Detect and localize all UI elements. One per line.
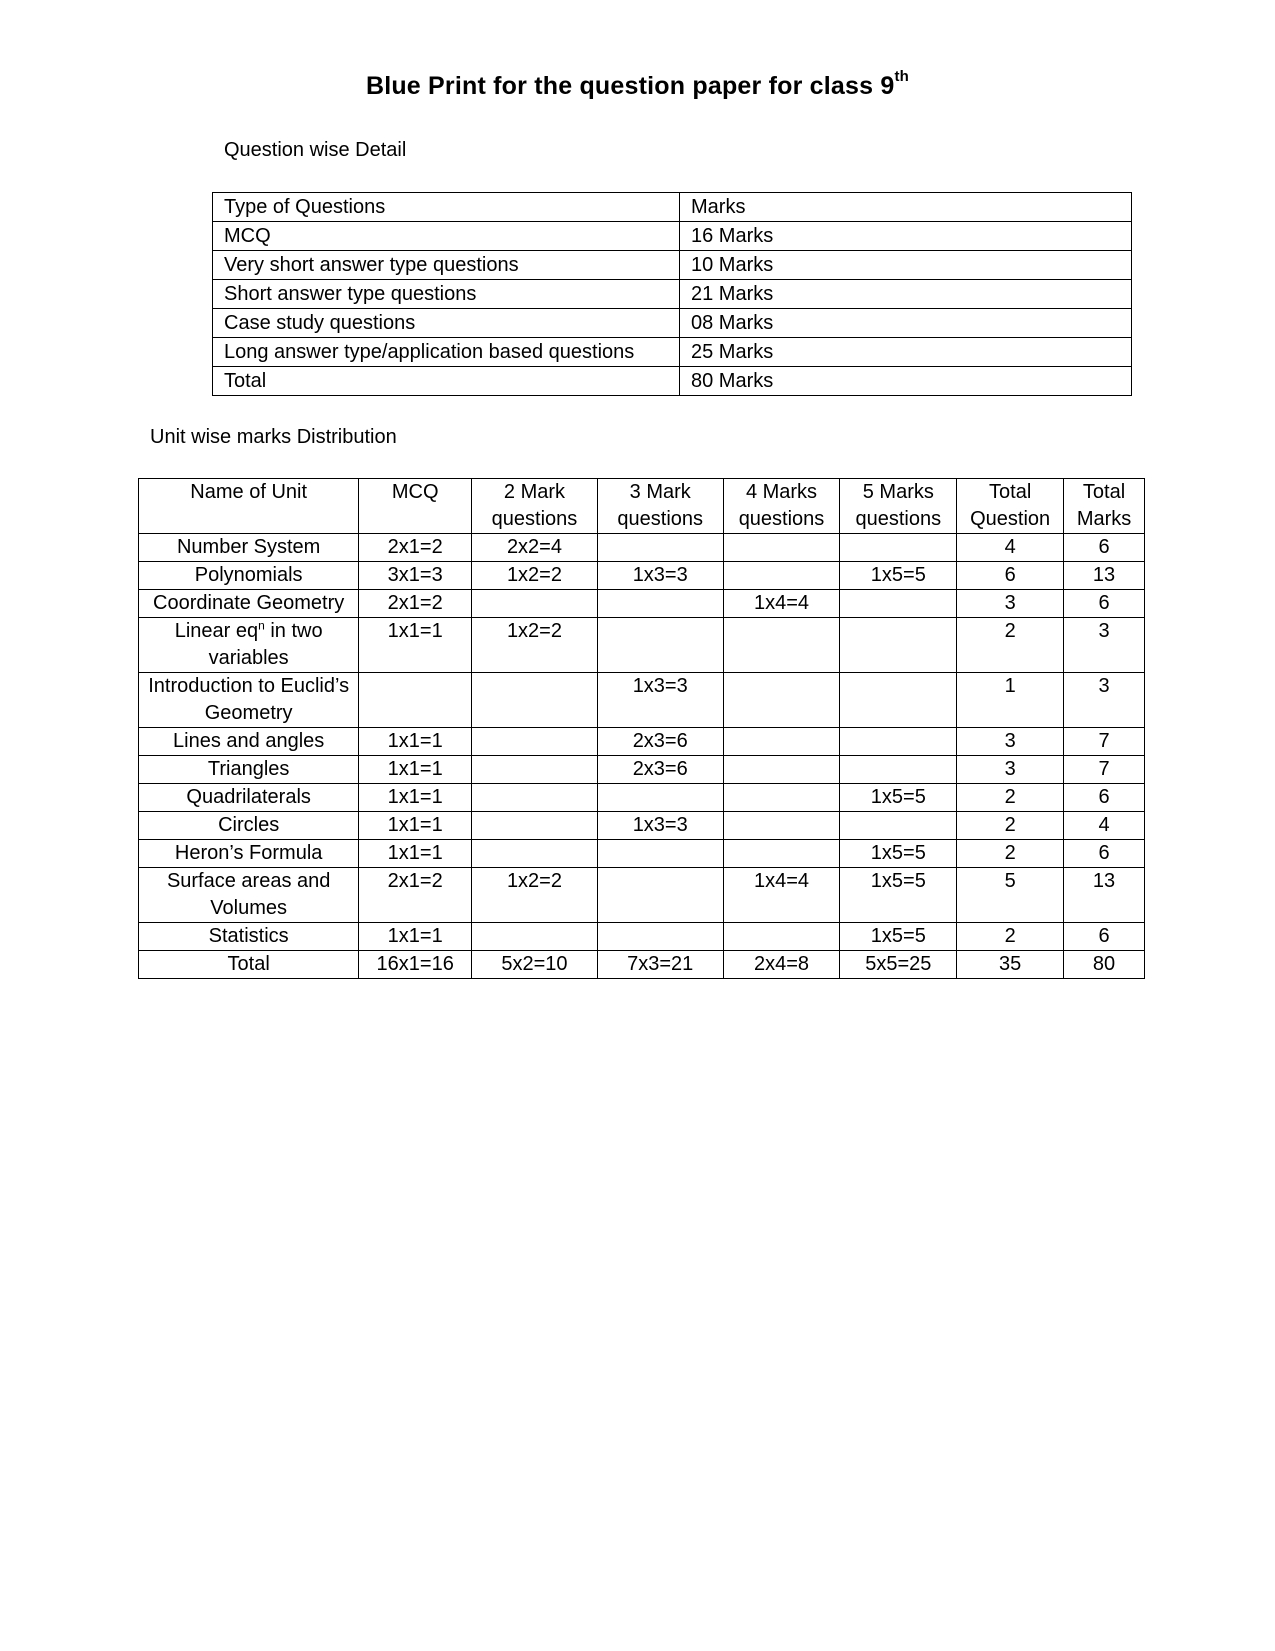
unit-name-cell: Statistics xyxy=(139,923,359,951)
total-marks-cell: 7 xyxy=(1064,728,1145,756)
table-row xyxy=(213,251,1132,280)
three-mark-cell xyxy=(597,784,723,812)
unit-name-linear-eq: Linear eq xyxy=(174,620,259,642)
question-type-cell: Short answer type questions xyxy=(213,280,680,309)
table-row xyxy=(213,338,1132,367)
three-mark-cell xyxy=(597,618,723,673)
total-question-cell: 4 xyxy=(957,534,1064,562)
five-mark-cell xyxy=(840,728,957,756)
question-marks-cell: 25 Marks xyxy=(680,338,1132,367)
unit-wise-table xyxy=(138,478,1145,979)
total-question-cell: 3 xyxy=(957,728,1064,756)
total-question-cell: 2 xyxy=(957,840,1064,868)
four-mark-cell xyxy=(723,756,840,784)
three-mark-cell: 1x3=3 xyxy=(597,812,723,840)
question-marks-cell: 80 Marks xyxy=(680,367,1132,396)
table-row xyxy=(139,534,1145,562)
three-mark-cell: 1x3=3 xyxy=(597,562,723,590)
total-marks-cell: 7 xyxy=(1064,756,1145,784)
header-5-marks: 5 Marks questions xyxy=(840,479,957,534)
table-row xyxy=(139,756,1145,784)
two-mark-cell xyxy=(472,590,598,618)
four-mark-cell xyxy=(723,562,840,590)
table-header-row xyxy=(139,479,1145,534)
four-mark-cell xyxy=(723,923,840,951)
table-row xyxy=(213,367,1132,396)
three-mark-cell: 2x3=6 xyxy=(597,756,723,784)
unit-name-cell: Circles xyxy=(139,812,359,840)
two-mark-cell xyxy=(472,840,598,868)
header-name-of-unit: Name of Unit xyxy=(139,479,359,534)
four-mark-cell xyxy=(723,728,840,756)
unit-name-cell: Lines and angles xyxy=(139,728,359,756)
page-title-text: Blue Print for the question paper for class 9 xyxy=(365,72,895,100)
four-mark-cell xyxy=(723,840,840,868)
five-mark-cell: 1x5=5 xyxy=(840,923,957,951)
five-mark-cell xyxy=(840,618,957,673)
header-3-mark: 3 Mark questions xyxy=(597,479,723,534)
unit-name-cell: Heron’s Formula xyxy=(139,840,359,868)
question-type-cell: Total xyxy=(213,367,680,396)
three-mark-cell xyxy=(597,923,723,951)
page-title-superscript: th xyxy=(894,67,910,85)
total-question-cell: 2 xyxy=(957,923,1064,951)
two-mark-cell xyxy=(472,923,598,951)
header-marks: Marks xyxy=(680,193,1132,222)
unit-name-cell: Quadrilaterals xyxy=(139,784,359,812)
mcq-cell: 2x1=2 xyxy=(359,534,472,562)
total-marks-cell: 6 xyxy=(1064,923,1145,951)
total-question-cell: 2 xyxy=(957,784,1064,812)
unit-name-cell: Triangles xyxy=(139,756,359,784)
total-marks-cell: 6 xyxy=(1064,784,1145,812)
question-type-cell: Case study questions xyxy=(213,309,680,338)
total-question-cell: 2 xyxy=(957,812,1064,840)
total-marks-cell: 6 xyxy=(1064,590,1145,618)
mcq-cell: 1x1=1 xyxy=(359,756,472,784)
total-question-cell: 5 xyxy=(957,868,1064,923)
total-question-cell: 1 xyxy=(957,673,1064,728)
total-question-cell: 6 xyxy=(957,562,1064,590)
mcq-cell: 1x1=1 xyxy=(359,840,472,868)
four-mark-cell: 2x4=8 xyxy=(723,951,840,979)
header-type-of-questions: Type of Questions xyxy=(213,193,680,222)
header-total-question: Total Question xyxy=(957,479,1064,534)
unit-name-superscript: n xyxy=(258,618,265,633)
unit-name-cell: Introduction to Euclid’s Geometry xyxy=(139,673,359,728)
question-marks-cell: 10 Marks xyxy=(680,251,1132,280)
mcq-cell: 1x1=1 xyxy=(359,784,472,812)
total-question-cell: 3 xyxy=(957,756,1064,784)
four-mark-cell xyxy=(723,673,840,728)
question-wise-table xyxy=(212,192,1132,396)
two-mark-cell: 1x2=2 xyxy=(472,562,598,590)
two-mark-cell: 1x2=2 xyxy=(472,618,598,673)
four-mark-cell xyxy=(723,534,840,562)
table-row xyxy=(139,840,1145,868)
five-mark-cell xyxy=(840,534,957,562)
mcq-cell: 16x1=16 xyxy=(359,951,472,979)
two-mark-cell: 1x2=2 xyxy=(472,868,598,923)
unit-wise-heading: Unit wise marks Distribution xyxy=(150,426,397,448)
two-mark-cell xyxy=(472,812,598,840)
unit-name-cell: Polynomials xyxy=(139,562,359,590)
table-total-row xyxy=(139,951,1145,979)
five-mark-cell: 1x5=5 xyxy=(840,562,957,590)
table-row xyxy=(139,728,1145,756)
table-row xyxy=(139,618,1145,673)
header-total-marks: Total Marks xyxy=(1064,479,1145,534)
mcq-cell: 3x1=3 xyxy=(359,562,472,590)
table-row xyxy=(139,562,1145,590)
unit-name-cell: Surface areas and Volumes xyxy=(139,868,359,923)
total-marks-cell: 3 xyxy=(1064,673,1145,728)
header-4-marks: 4 Marks questions xyxy=(723,479,840,534)
table-row xyxy=(213,280,1132,309)
five-mark-cell: 1x5=5 xyxy=(840,868,957,923)
two-mark-cell xyxy=(472,756,598,784)
total-question-cell: 2 xyxy=(957,618,1064,673)
question-type-cell: MCQ xyxy=(213,222,680,251)
table-row xyxy=(139,590,1145,618)
total-marks-cell: 13 xyxy=(1064,562,1145,590)
unit-name-cell: Coordinate Geometry xyxy=(139,590,359,618)
mcq-cell: 2x1=2 xyxy=(359,590,472,618)
five-mark-cell xyxy=(840,756,957,784)
total-marks-cell: 4 xyxy=(1064,812,1145,840)
unit-name-cell: Number System xyxy=(139,534,359,562)
three-mark-cell: 2x3=6 xyxy=(597,728,723,756)
table-row xyxy=(139,868,1145,923)
two-mark-cell xyxy=(472,728,598,756)
question-wise-heading: Question wise Detail xyxy=(224,139,407,161)
mcq-cell: 2x1=2 xyxy=(359,868,472,923)
three-mark-cell: 1x3=3 xyxy=(597,673,723,728)
total-question-cell: 3 xyxy=(957,590,1064,618)
four-mark-cell xyxy=(723,784,840,812)
total-marks-cell: 6 xyxy=(1064,840,1145,868)
unit-name-linear-rest: in two variables xyxy=(208,620,323,669)
five-mark-cell: 1x5=5 xyxy=(840,840,957,868)
question-marks-cell: 21 Marks xyxy=(680,280,1132,309)
table-row xyxy=(139,923,1145,951)
mcq-cell: 1x1=1 xyxy=(359,812,472,840)
three-mark-cell xyxy=(597,534,723,562)
five-mark-cell: 1x5=5 xyxy=(840,784,957,812)
total-marks-cell: 6 xyxy=(1064,534,1145,562)
question-type-cell: Long answer type/application based questions xyxy=(213,338,680,367)
five-mark-cell xyxy=(840,812,957,840)
page-title xyxy=(0,67,1275,101)
two-mark-cell xyxy=(472,673,598,728)
mcq-cell xyxy=(359,673,472,728)
question-type-cell: Very short answer type questions xyxy=(213,251,680,280)
total-marks-cell: 3 xyxy=(1064,618,1145,673)
question-marks-cell: 16 Marks xyxy=(680,222,1132,251)
four-mark-cell xyxy=(723,812,840,840)
unit-name-cell xyxy=(139,618,359,673)
table-row xyxy=(213,222,1132,251)
total-marks-cell: 13 xyxy=(1064,868,1145,923)
two-mark-cell xyxy=(472,784,598,812)
four-mark-cell xyxy=(723,618,840,673)
table-row xyxy=(139,784,1145,812)
unit-name-cell: Total xyxy=(139,951,359,979)
header-mcq: MCQ xyxy=(359,479,472,534)
four-mark-cell: 1x4=4 xyxy=(723,868,840,923)
total-marks-cell: 80 xyxy=(1064,951,1145,979)
mcq-cell: 1x1=1 xyxy=(359,728,472,756)
question-marks-cell: 08 Marks xyxy=(680,309,1132,338)
mcq-cell: 1x1=1 xyxy=(359,923,472,951)
three-mark-cell xyxy=(597,868,723,923)
five-mark-cell xyxy=(840,590,957,618)
three-mark-cell xyxy=(597,590,723,618)
four-mark-cell: 1x4=4 xyxy=(723,590,840,618)
table-row xyxy=(213,309,1132,338)
table-row xyxy=(139,673,1145,728)
three-mark-cell xyxy=(597,840,723,868)
five-mark-cell: 5x5=25 xyxy=(840,951,957,979)
table-row xyxy=(139,812,1145,840)
total-question-cell: 35 xyxy=(957,951,1064,979)
mcq-cell: 1x1=1 xyxy=(359,618,472,673)
two-mark-cell: 2x2=4 xyxy=(472,534,598,562)
two-mark-cell: 5x2=10 xyxy=(472,951,598,979)
table-header-row xyxy=(213,193,1132,222)
three-mark-cell: 7x3=21 xyxy=(597,951,723,979)
header-2-mark: 2 Mark questions xyxy=(472,479,598,534)
five-mark-cell xyxy=(840,673,957,728)
